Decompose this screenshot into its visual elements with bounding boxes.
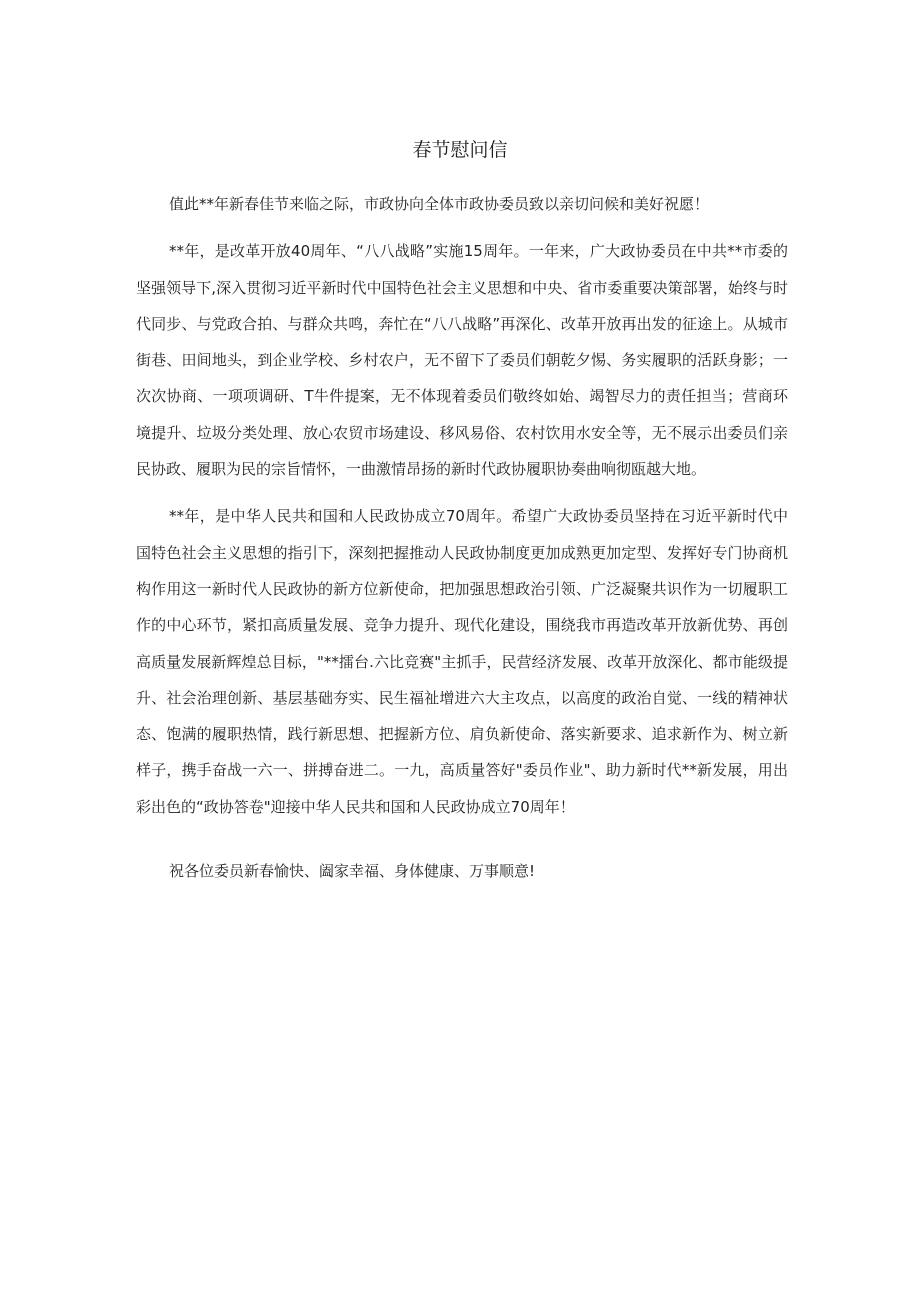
letter-body bbox=[136, 186, 788, 889]
closing-paragraph: 祝各位委员新春愉快、阖家幸福、身体健康、万事顺意! bbox=[169, 862, 536, 881]
body-paragraph-2: **年，是中华人民共和国和人民政协成立70周年。希望广大政协委员坚持在习近平新时代中国特色社会主义思想的指引下，深刻把握推动人民政协制度更加成熟更加定型、发挥好专门协商机构作用这一新时代人民政协的新方位新使命，把加强思想政治引领、广泛凝聚共识作为一切履职工作的中心环节，紧扣高质量发展、竞争力提升、现代化建设，围绕我市再造改革开放新优势、再创高质量发展新辉煌总目标，"**擂台.六比竞赛"主抓手，民营经济发展、改革开放深化、都市能级提升、社会治理创新、基层基础夯实、民生福祉增进六大主攻点，以高度的政治自觉、一线的精神状态、饱满的履职热情，践行新思想、把握新方位、肩负新使命、落实新要求、追求新作为、树立新样子，携手奋战一六一、拼搏奋进二。一九，高质量答好"委员作业"、助力新时代**新发展，用出彩出色的“政协答卷"迎接中华人民共和国和人民政协成立70周年！ bbox=[136, 507, 788, 816]
greeting-paragraph: 值此**年新春佳节来临之际，市政协向全体市政协委员致以亲切问候和美好祝愿！ bbox=[169, 195, 710, 213]
body-paragraph-1: **年，是改革开放40周年、“八八战略”实施15周年。一年来，广大政协委员在中共**市委的坚强领导下,深入贯彻习近平新时代中国特色社会主义思想和中央、省市委重要决策部署，始终与时代同步、与党政合拍、与群众共鸣，奔忙在“八八战略”再深化、改革开放再出发的征途上。从城市街巷、田间地头，到企业学校、乡村农户，无不留下了委员们朝乾夕惕、务实履职的活跃身影；一次次协商、一项项调研、T牛件提案，无不体现着委员们敬终如始、竭智尽力的责任担当；营商环境提升、垃圾分类处理、放心农贸市场建设、移风易俗、农村饮用水安全等，无不展示出委员们亲民协政、履职为民的宗旨情怀，一曲激情昂扬的新时代政协履职协奏曲响彻瓯越大地。 bbox=[136, 242, 788, 479]
letter-title: 春节慰问信 bbox=[412, 139, 508, 161]
